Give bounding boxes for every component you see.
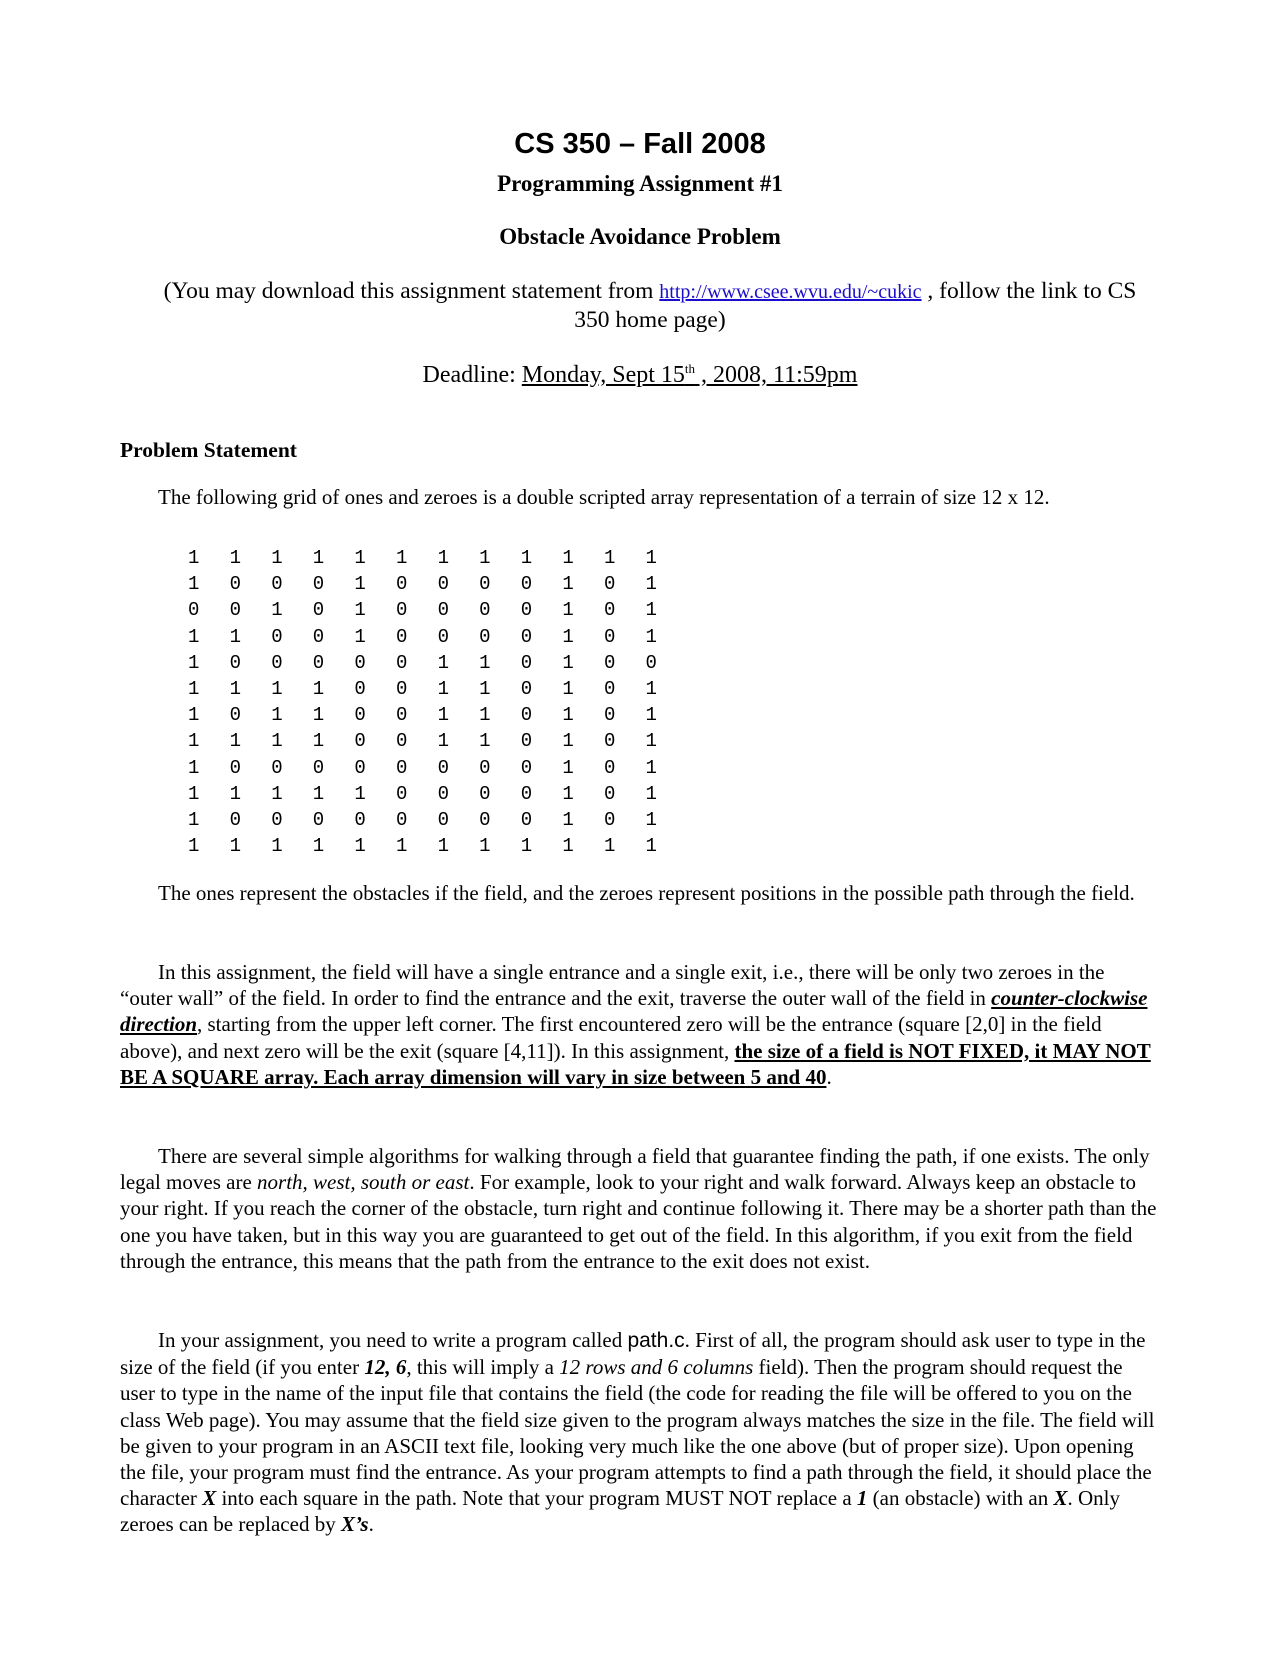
grid-cell: 1 [437,678,449,701]
grid-cell: 0 [603,730,616,753]
grid-cell: 1 [188,756,200,779]
grid-cell: 1 [645,835,657,858]
grid-cell: 1 [271,782,283,805]
field-size-emphasis: the size of a field is NOT FIXED, it MAY NOT BE A SQUARE array. Each array dimension will vary in size between 5 and 40 [120,1038,1151,1089]
algorithm-text-1: There are several simple algorithms for walking through a field that guarantee finding the path, if one exists. The only legal moves are [120,1144,1150,1195]
grid-cell: 0 [354,808,366,831]
grid-cell: 1 [562,704,574,727]
grid-cell: 0 [354,730,366,753]
grid-row [188,833,687,859]
grid-cell: 1 [188,782,200,805]
grid-cell: 0 [520,704,533,727]
grid-row [188,807,687,833]
grid-cell: 1 [562,678,574,701]
grid-cell: 1 [229,625,241,648]
grid-cell: 1 [645,730,657,753]
grid-cell: 0 [520,808,533,831]
grid-cell: 0 [395,651,408,674]
grid-cell: 1 [645,547,657,570]
rows-columns-emphasis: 12 rows and 6 columns [559,1355,754,1380]
deadline [0,362,1280,389]
grid-cell: 1 [354,599,366,622]
grid-cell: 1 [437,651,449,674]
grid-cell: 0 [312,599,325,622]
course-title: CS 350 – Fall 2008 [514,128,766,160]
program-text-7: . Only zeroes can be replaced by [120,1486,1120,1537]
download-prefix: (You may download this assignment statement from [163,278,660,304]
grid-cell: 0 [354,704,366,727]
size-example: 12, 6 [364,1355,407,1380]
grid-cell: 1 [562,651,574,674]
grid-row [188,571,687,597]
grid-cell: 1 [188,678,200,701]
grid-cell: 1 [229,730,241,753]
grid-cell: 1 [562,625,574,648]
grid-row [188,781,687,807]
x-character-1: X [202,1486,217,1511]
grid-cell: 0 [437,573,449,596]
grid-cell: 0 [479,599,491,622]
grid-cell: 0 [188,599,200,622]
grid-cell: 0 [312,625,325,648]
grid-cell: 0 [603,678,616,701]
grid-cell: 1 [562,808,574,831]
grid-cell: 1 [229,835,241,858]
program-text-1: In your assignment, you need to write a program called [158,1328,628,1352]
grid-cell: 1 [603,835,616,858]
grid-cell: 0 [271,573,283,596]
grid-cell: 0 [479,808,491,831]
grid-cell: 1 [645,808,657,831]
grid-cell: 0 [479,756,491,779]
grid-cell: 0 [437,599,449,622]
grid-cell: 0 [479,782,491,805]
grid-row [188,597,687,623]
grid-cell: 1 [562,756,574,779]
grid-cell: 0 [271,756,283,779]
grid-cell: 1 [562,573,574,596]
counter-clockwise-emphasis: counter-clockwise direction [120,986,1148,1037]
grid-cell: 1 [395,547,408,570]
grid-cell: 0 [229,704,241,727]
grid-cell: 1 [188,573,200,596]
grid-cell: 1 [562,547,574,570]
grid-cell: 1 [645,573,657,596]
grid-cell: 0 [603,625,616,648]
grid-cell: 0 [395,782,408,805]
grid-cell: 0 [520,730,533,753]
obstacle-one: 1 [856,1486,868,1511]
grid-cell: 1 [188,651,200,674]
grid-row [188,676,687,702]
grid-cell: 1 [271,835,283,858]
grid-cell: 1 [271,704,283,727]
program-paragraph [120,1327,1160,1538]
grid-cell: 1 [312,782,325,805]
grid-cell: 1 [354,625,366,648]
grid-row [188,728,687,754]
grid-cell: 1 [229,782,241,805]
entrance-exit-paragraph [120,959,1160,1090]
grid-cell: 0 [395,756,408,779]
grid-cell: 1 [645,678,657,701]
grid-cell: 1 [645,704,657,727]
deadline-date [522,362,858,388]
cukic-link[interactable]: http://www.csee.wvu.edu/~cukic [659,281,922,303]
grid-cell: 1 [562,835,574,858]
grid-cell: 0 [520,678,533,701]
grid-cell: 1 [520,547,533,570]
download-note [150,277,1150,334]
grid-cell: 0 [603,704,616,727]
grid-cell: 0 [520,651,533,674]
grid-cell: 0 [354,756,366,779]
download-suffix: , follow the link to CS 350 home page) [574,278,1137,333]
grid-cell: 1 [645,599,657,622]
grid-cell: 0 [229,599,241,622]
grid-cell: 0 [395,625,408,648]
grid-cell: 0 [520,782,533,805]
program-text-4: field). Then the program should request the user to type in the name of the input file that contains the field (the code for reading the file will be offered to you on the class Web page). You may assume that the field size given to the program always matches the size in the file. The field will be given to your program in an ASCII text file, looking very much like the one above (but of proper size). Upon opening the file, your program must find the entrance. As your program attempts to find a path through the field, it should place the character [120,1355,1155,1511]
grid-cell: 1 [354,835,366,858]
grid-cell: 1 [188,547,200,570]
grid-cell: 1 [479,547,491,570]
grid-cell: 1 [188,730,200,753]
grid-cell: 1 [188,835,200,858]
grid-cell: 0 [312,808,325,831]
grid-cell: 1 [479,678,491,701]
entrance-text-3: . [826,1064,832,1089]
grid-cell: 0 [271,808,283,831]
program-text-8: . [368,1512,374,1537]
problem-statement-heading: Problem Statement [120,438,297,462]
grid-cell: 0 [520,599,533,622]
grid-cell: 1 [312,730,325,753]
grid-cell: 1 [437,704,449,727]
grid-row [188,702,687,728]
deadline-date-rest: , 2008, 11:59pm [695,362,858,388]
grid-cell: 1 [271,678,283,701]
grid-cell: 1 [645,756,657,779]
grid-cell: 1 [645,782,657,805]
grid-cell: 0 [520,625,533,648]
grid-cell: 0 [437,782,449,805]
grid-cell: 0 [520,756,533,779]
grid-cell: 1 [479,651,491,674]
deadline-label: Deadline: [422,362,522,388]
grid-row [188,650,687,676]
grid-cell: 0 [271,625,283,648]
grid-row [188,624,687,650]
grid-cell: 0 [437,756,449,779]
entrance-text-1: In this assignment, the field will have a single entrance and a single exit, i.e., there will be only two zeroes in the “outer wall” of the field. In order to find the entrance and the exit, traverse the outer wall of the field in [120,960,1105,1011]
grid-cell: 1 [354,782,366,805]
grid-cell: 0 [603,808,616,831]
grid-cell: 1 [645,625,657,648]
program-text-5: into each square in the path. Note that your program MUST NOT replace a [216,1486,857,1511]
grid-cell: 1 [354,547,366,570]
assignment-title: Programming Assignment #1 [497,171,783,196]
grid-cell: 1 [312,547,325,570]
grid-cell: 1 [437,835,449,858]
legal-moves-emphasis: north, west, south or east [257,1170,470,1195]
grid-cell: 0 [229,808,241,831]
grid-cell: 0 [437,625,449,648]
algorithm-text-2: . For example, look to your right and walk forward. Always keep an obstacle to your right. If you reach the corner of the obstacle, turn right and continue following it. There may be a shorter path than the one you have taken, but in this way you are guaranteed to get out of the field. In this algorithm, if you exit from the field through the entrance, this means that the path from the entrance to the exit does not exist. [120,1170,1157,1273]
grid-cell: 0 [229,651,241,674]
grid-cell: 1 [188,625,200,648]
program-filename: path.c [627,1329,685,1352]
program-text-3: , this will imply a [406,1355,560,1380]
grid-cell: 1 [520,835,533,858]
grid-cell: 0 [479,625,491,648]
grid-cell: 1 [188,704,200,727]
obstacles-text: The ones represent the obstacles if the field, and the zeroes represent positions in the possible path through the field. [158,881,1135,905]
grid-cell: 1 [229,678,241,701]
grid-cell: 0 [354,651,366,674]
grid-cell: 1 [603,547,616,570]
grid-cell: 0 [645,651,657,674]
grid-cell: 1 [479,704,491,727]
grid-cell: 1 [479,835,491,858]
grid-cell: 0 [354,678,366,701]
grid-cell: 1 [479,730,491,753]
grid-cell: 1 [312,835,325,858]
deadline-date-main: Monday, Sept 15 [521,362,685,388]
program-text-6: (an obstacle) with an [867,1486,1054,1511]
grid-cell: 0 [603,651,616,674]
grid-cell: 1 [562,599,574,622]
grid-cell: 1 [437,730,449,753]
grid-intro-paragraph [120,484,1160,510]
grid-cell: 0 [395,730,408,753]
grid-cell: 0 [271,651,283,674]
grid-cell: 0 [395,808,408,831]
grid-cell: 1 [312,678,325,701]
grid-cell: 1 [562,782,574,805]
grid-cell: 0 [312,573,325,596]
grid-cell: 0 [395,599,408,622]
algorithm-paragraph [120,1143,1160,1274]
x-plural: X’s [340,1512,369,1537]
terrain-grid [188,545,687,859]
grid-cell: 0 [395,678,408,701]
obstacles-paragraph [120,880,1160,906]
grid-cell: 0 [603,782,616,805]
grid-cell: 1 [395,835,408,858]
grid-cell: 1 [271,547,283,570]
grid-cell: 1 [188,808,200,831]
grid-cell: 0 [603,756,616,779]
grid-cell: 0 [603,573,616,596]
grid-cell: 0 [312,756,325,779]
grid-cell: 1 [562,730,574,753]
grid-cell: 1 [271,599,283,622]
grid-cell: 0 [395,573,408,596]
grid-cell: 1 [312,704,325,727]
grid-cell: 0 [229,756,241,779]
grid-row [188,545,687,571]
x-character-2: X [1053,1486,1068,1511]
grid-cell: 1 [229,547,241,570]
grid-cell: 0 [395,704,408,727]
grid-intro-text: The following grid of ones and zeroes is a double scripted array representation of a terrain of size 12 x 12. [158,485,1050,509]
grid-cell: 0 [479,573,491,596]
deadline-date-superscript: th [684,361,696,376]
grid-cell: 1 [354,573,366,596]
problem-title: Obstacle Avoidance Problem [499,224,781,249]
grid-cell: 1 [271,730,283,753]
program-text-2: . First of all, the program should ask user to type in the size of the field (if you enter [120,1328,1146,1380]
grid-cell: 0 [229,573,241,596]
grid-cell: 0 [603,599,616,622]
grid-cell: 0 [520,573,533,596]
entrance-text-2: , starting from the upper left corner. The first encountered zero will be the entrance (square [2,0] in the field above), and next zero will be the exit (square [4,11]). In this assignment, [120,1012,1102,1063]
grid-cell: 0 [437,808,449,831]
grid-cell: 1 [437,547,449,570]
grid-cell: 0 [312,651,325,674]
grid-row [188,755,687,781]
